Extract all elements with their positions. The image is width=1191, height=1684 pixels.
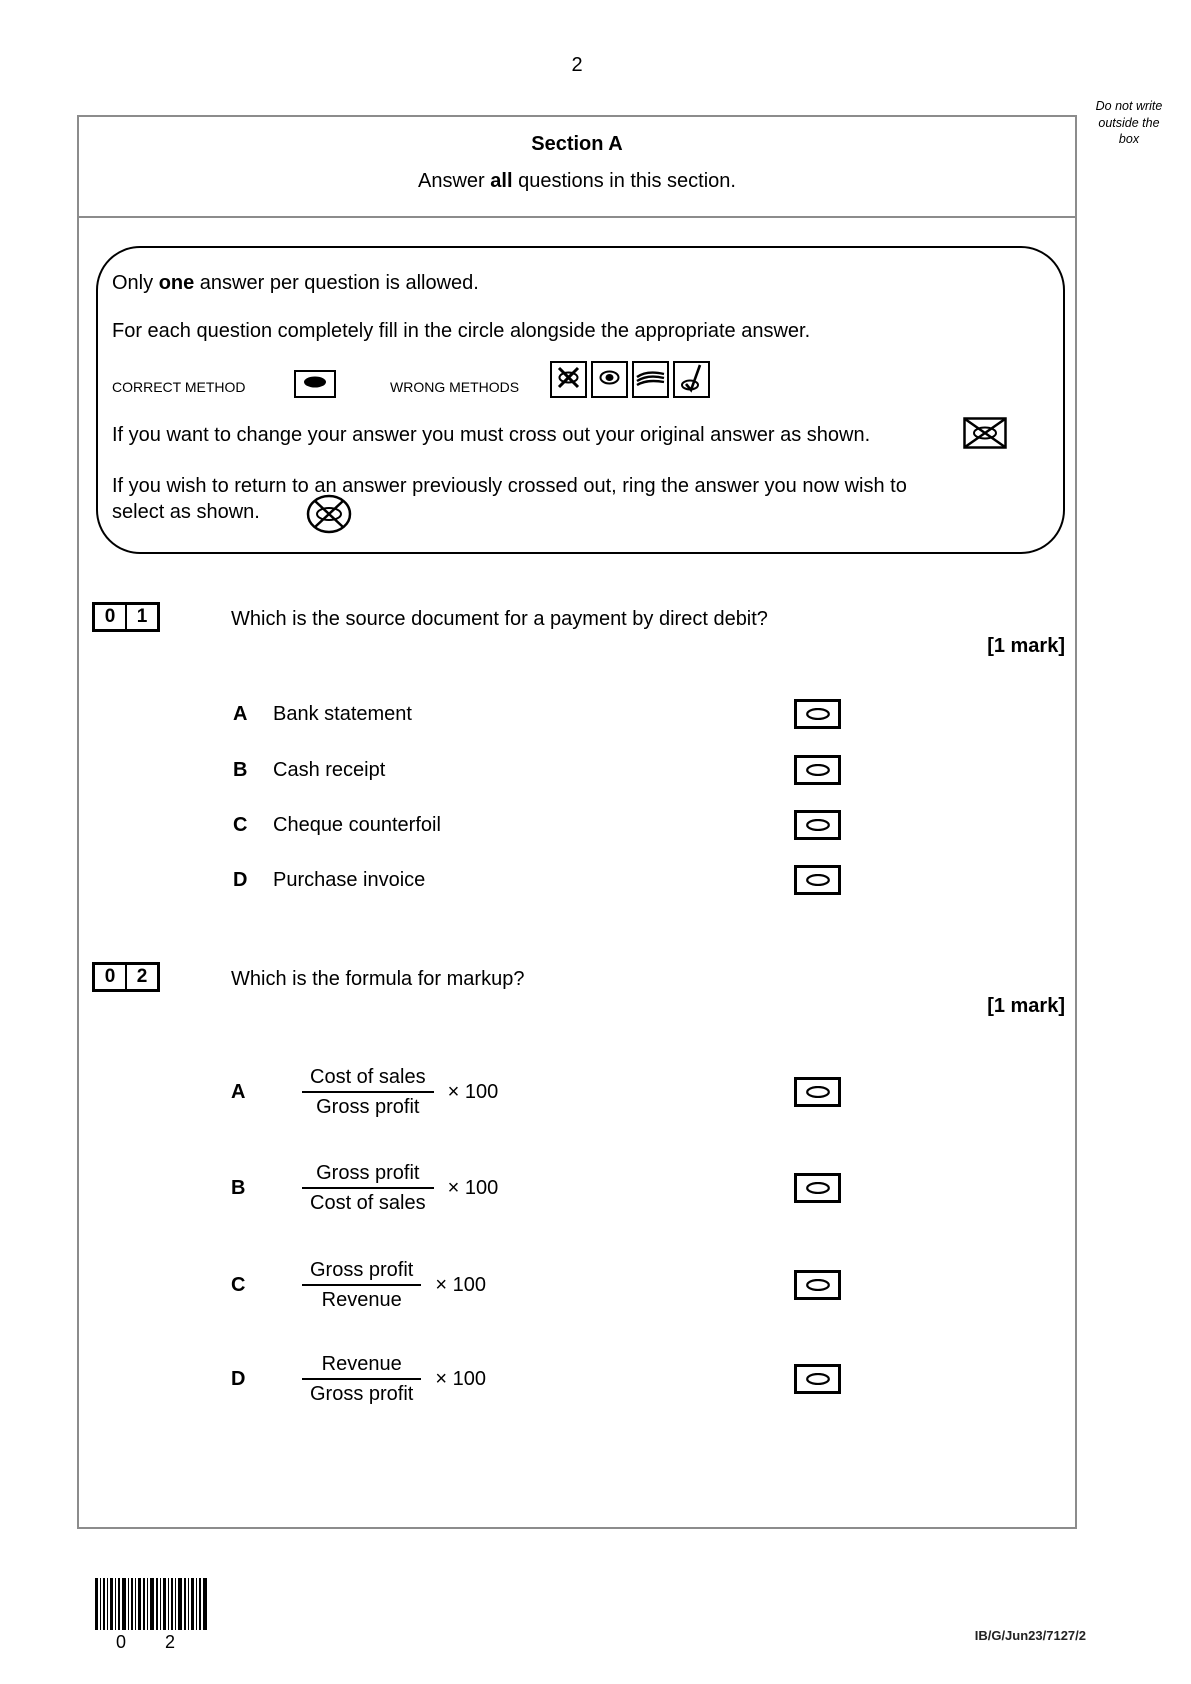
option-letter: C [233, 814, 248, 836]
question-1-marks: [1 mark] [987, 635, 1065, 657]
fraction [302, 1352, 421, 1406]
question-1-option-b [233, 755, 713, 785]
wrong-example-tick [673, 361, 710, 398]
fraction-denominator: Cost of sales [310, 1192, 426, 1214]
multiplier: × 100 [447, 1176, 499, 1199]
correct-method-example [294, 370, 336, 398]
barcode-label: 0 2 [116, 1632, 193, 1652]
fraction-numerator: Revenue [321, 1353, 402, 1375]
section-title: Section A [531, 133, 623, 155]
question-1-answer-bubble-a[interactable] [794, 699, 841, 729]
question-2-option-a [231, 1065, 498, 1119]
question-2-option-c [231, 1258, 486, 1312]
answer-ellipse-icon [806, 1182, 830, 1194]
fraction-numerator: Gross profit [316, 1162, 420, 1184]
question-1-number-box [92, 602, 160, 632]
fraction-numerator: Gross profit [310, 1259, 414, 1281]
fraction-denominator: Revenue [321, 1289, 402, 1311]
wrong-example-crossed [550, 361, 587, 398]
section-divider [79, 216, 1075, 218]
answer-ellipse-icon [806, 874, 830, 886]
filled-ellipse-icon [303, 375, 327, 393]
crossed-out-box-icon [963, 417, 1007, 454]
option-label: Cash receipt [273, 759, 386, 781]
option-label: Bank statement [273, 703, 412, 725]
tick-ellipse-icon [677, 362, 706, 398]
question-2-answer-bubble-b[interactable] [794, 1173, 841, 1203]
fraction [302, 1065, 434, 1119]
fraction-numerator: Cost of sales [310, 1066, 426, 1088]
multiplier: × 100 [447, 1080, 499, 1103]
option-letter: B [231, 1176, 246, 1199]
question-2-marks: [1 mark] [987, 995, 1065, 1017]
option-letter: D [231, 1367, 246, 1390]
option-letter: A [233, 703, 248, 725]
instruction-line-1: Only one answer per question is allowed. [112, 272, 479, 294]
multiplier: × 100 [435, 1367, 486, 1390]
answer-ellipse-icon [806, 764, 830, 776]
wrong-example-scribble [632, 361, 669, 398]
barcode [95, 1578, 207, 1635]
question-2-digit-1: 0 [104, 966, 116, 987]
fraction-denominator: Gross profit [310, 1383, 414, 1405]
option-label: Purchase invoice [273, 869, 426, 891]
question-1-option-d [233, 865, 713, 895]
crossed-ellipse-icon [554, 363, 583, 397]
question-1-digit-1: 0 [104, 606, 116, 627]
wrong-methods-examples [550, 361, 710, 398]
paper-reference-code: IB/G/Jun23/7127/2 [974, 1628, 1086, 1643]
answer-ellipse-icon [806, 1279, 830, 1291]
question-2-answer-bubble-c[interactable] [794, 1270, 841, 1300]
side-note: Do not write outside the box [1095, 99, 1163, 146]
answer-ellipse-icon [806, 819, 830, 831]
fraction-denominator: Gross profit [316, 1096, 420, 1118]
option-label: Cheque counterfoil [273, 814, 441, 836]
question-2-digit-2: 2 [125, 965, 157, 989]
dotted-ellipse-icon [595, 363, 624, 397]
question-2-number-box [92, 962, 160, 992]
option-letter: B [233, 759, 248, 781]
answer-ellipse-icon [806, 1373, 830, 1385]
wrong-example-dotted [591, 361, 628, 398]
page-number: 2 [571, 54, 583, 76]
section-subtitle: Answer all questions in this section. [418, 170, 736, 192]
option-letter: D [233, 869, 248, 891]
question-1-option-a [233, 699, 713, 729]
instruction-line-2: For each question completely fill in the circle alongside the appropriate answer. [112, 320, 811, 342]
question-2-text: Which is the formula for markup? [231, 968, 525, 990]
answer-ellipse-icon [806, 708, 830, 720]
fraction [302, 1258, 421, 1312]
instructions-box [96, 246, 1065, 554]
question-1-answer-bubble-c[interactable] [794, 810, 841, 840]
question-2-answer-bubble-a[interactable] [794, 1077, 841, 1107]
question-1-text: Which is the source document for a payment by direct debit? [231, 608, 768, 630]
question-1-digit-2: 1 [125, 605, 157, 629]
option-letter: A [231, 1080, 246, 1103]
option-letter: C [231, 1273, 246, 1296]
scribble-icon [635, 363, 666, 397]
question-2-option-b [231, 1161, 498, 1215]
question-2-option-d [231, 1352, 486, 1406]
change-answer-line: If you want to change your answer you must cross out your original answer as shown. [112, 424, 871, 446]
correct-method-label: CORRECT METHOD [112, 379, 246, 395]
question-1-option-c [233, 810, 713, 840]
main-content-box [77, 115, 1077, 1529]
question-1-answer-bubble-d[interactable] [794, 865, 841, 895]
answer-ellipse-icon [806, 1086, 830, 1098]
return-answer-lines: If you wish to return to an answer previously crossed out, ring the answer you now wish to select as shown. [112, 475, 907, 523]
question-2-answer-bubble-d[interactable] [794, 1364, 841, 1394]
fraction [302, 1161, 434, 1215]
question-1-answer-bubble-b[interactable] [794, 755, 841, 785]
wrong-methods-label: WRONG METHODS [390, 379, 520, 395]
ringed-answer-icon [305, 493, 353, 540]
multiplier: × 100 [435, 1273, 486, 1296]
